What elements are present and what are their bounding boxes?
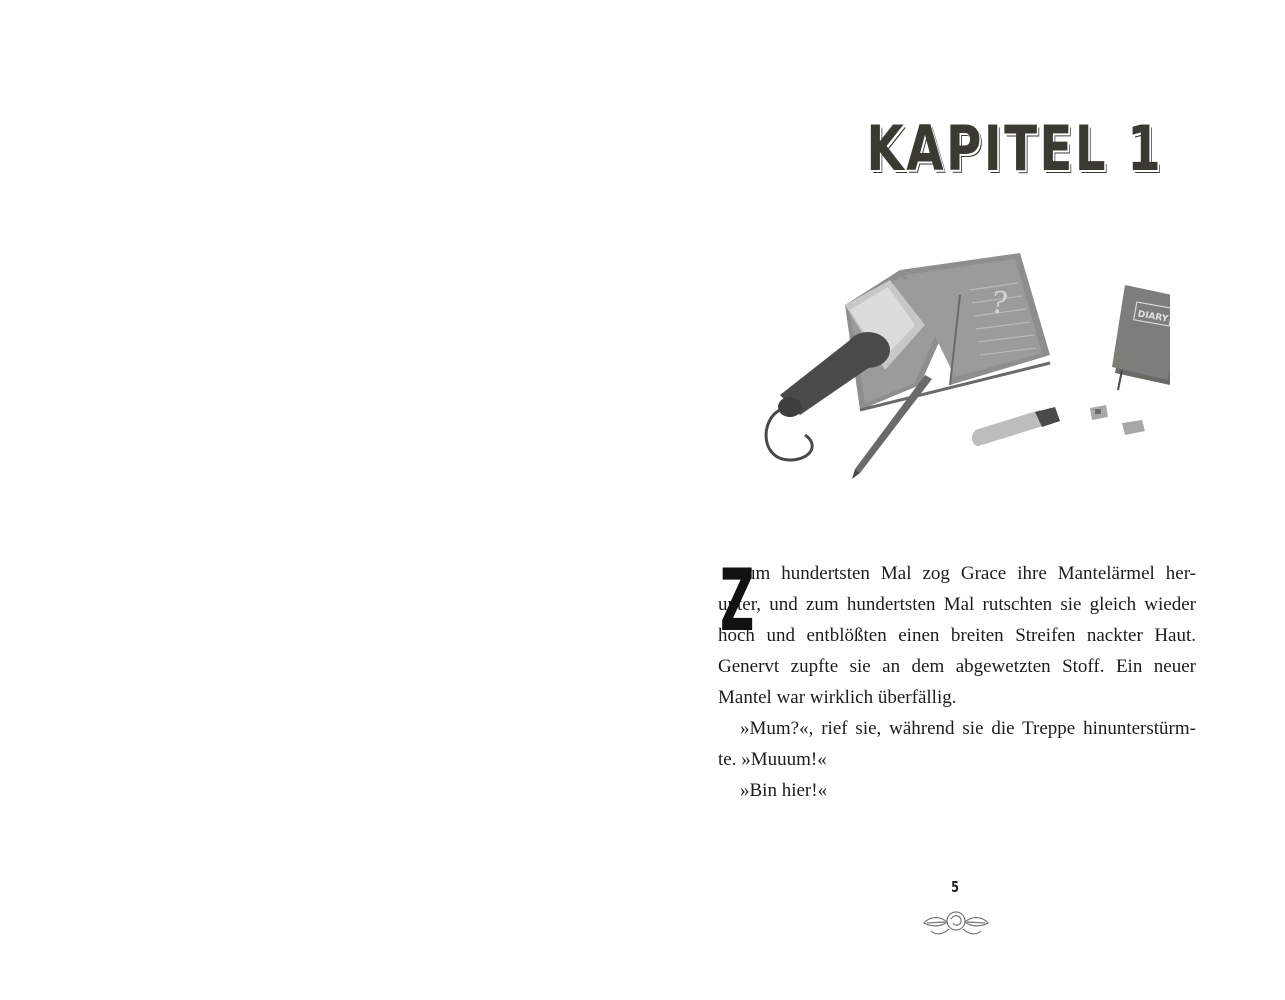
text-line: Mantel war wirklich überfällig. <box>718 687 957 708</box>
text-line: te. »Muuum!« <box>718 749 827 770</box>
book-question-mark: ? <box>990 284 1007 321</box>
text-line: um hundertsten Mal zog Grace ihre Mantelärmel her- <box>746 563 1196 584</box>
eraser-icon <box>1090 405 1145 435</box>
text-line: »Bin hier!« <box>740 780 828 801</box>
rose-ornament-icon <box>921 905 991 939</box>
left-page-blank <box>0 0 640 1000</box>
diary-label: DIARY <box>1136 309 1169 325</box>
chapter-title: KAPITEL 1 <box>866 112 1164 185</box>
chapter-illustration <box>750 245 1170 480</box>
paragraph-3 <box>718 775 1196 806</box>
text-line: »Mum?«, rief sie, während sie die Treppe hinunterstürm- <box>740 718 1196 739</box>
text-line: unter, und zum hundertsten Mal rutschten sie gleich wieder <box>718 594 1196 615</box>
paragraph-2 <box>718 713 1196 775</box>
text-line: hoch und entblößten einen breiten Streifen nackter Haut. <box>718 625 1196 646</box>
marker-icon <box>972 407 1060 446</box>
paragraph-1 <box>718 551 1196 713</box>
diary-icon <box>1112 285 1170 390</box>
text-line: Genervt zupfte sie an dem abgewetzten Stoff. Ein neuer <box>718 656 1196 677</box>
right-page <box>640 0 1285 1000</box>
page-number: 5 <box>951 878 959 896</box>
drop-cap: Z <box>720 551 755 651</box>
chapter-body-text <box>718 500 1196 806</box>
